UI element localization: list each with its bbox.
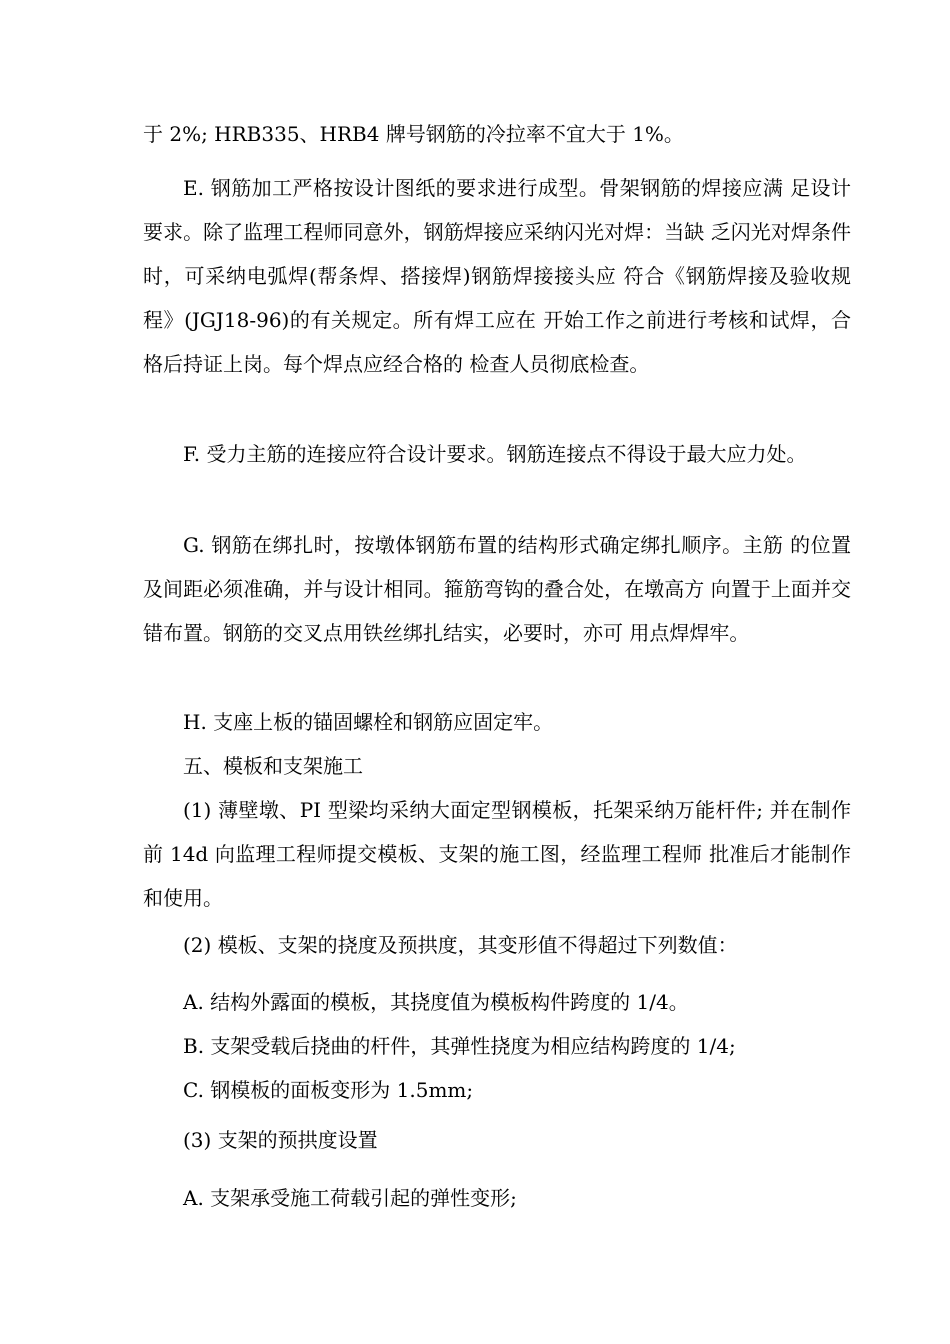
paragraph-e-welding: E. 钢筋加工严格按设计图纸的要求进行成型。骨架钢筋的焊接应满 足设计要求。除了监理工程师同意外，钢筋焊接应采纳闪光对焊：当缺 乏闪光对焊条件时，可采纳电弧焊(帮条焊、搭接焊)钢筋焊接接头应 符合《钢筋焊接及验收规程》(JGJ18-96)的有关规定。所有焊工应在 开始工作之前进行考核和试焊，合格后持证上岗。每个焊点应经合格的 检查人员彻底检查。: [143, 176, 851, 376]
item-a-exposed-formwork: A. 结构外露面的模板，其挠度值为模板构件跨度的 1/4。: [183, 990, 689, 1014]
paragraph-3-camber: (3) 支架的预拱度设置: [183, 1128, 378, 1152]
section-heading-formwork: 五、模板和支架施工: [183, 754, 363, 778]
item-c-panel-deformation: C. 钢模板的面板变形为 1.5mm;: [183, 1078, 474, 1102]
paragraph-g-binding: G. 钢筋在绑扎时，按墩体钢筋布置的结构形式确定绑扎顺序。主筋 的位置及间距必须准确，并与设计相同。箍筋弯钩的叠合处，在墩高方 向置于上面并交错布置。钢筋的交叉点用铁丝绑扎结实，必要时，亦可 用点焊焊牢。: [143, 533, 851, 645]
paragraph-h-anchor-bolts: H. 支座上板的锚固螺栓和钢筋应固定牢。: [183, 710, 554, 734]
paragraph-cold-drawing-rate: 于 2%; HRB335、HRB4 牌号钢筋的冷拉率不宜大于 1%。: [143, 122, 684, 146]
paragraph-1-formwork: (1) 薄壁墩、PI 型梁均采纳大面定型钢模板，托架采纳万能杆件; 并在制作前 14d 向监理工程师提交模板、支架的施工图，经监理工程师 批准后才能制作和使用。: [143, 798, 851, 910]
item-a-elastic-deformation: A. 支架承受施工荷载引起的弹性变形;: [183, 1186, 517, 1210]
paragraph-f-connection: F. 受力主筋的连接应符合设计要求。钢筋连接点不得设于最大应力处。: [183, 442, 807, 466]
item-b-support-deflection: B. 支架受载后挠曲的杆件，其弹性挠度为相应结构跨度的 1/4;: [183, 1034, 736, 1058]
paragraph-2-deflection: (2) 模板、支架的挠度及预拱度，其变形值不得超过下列数值：: [183, 933, 738, 957]
